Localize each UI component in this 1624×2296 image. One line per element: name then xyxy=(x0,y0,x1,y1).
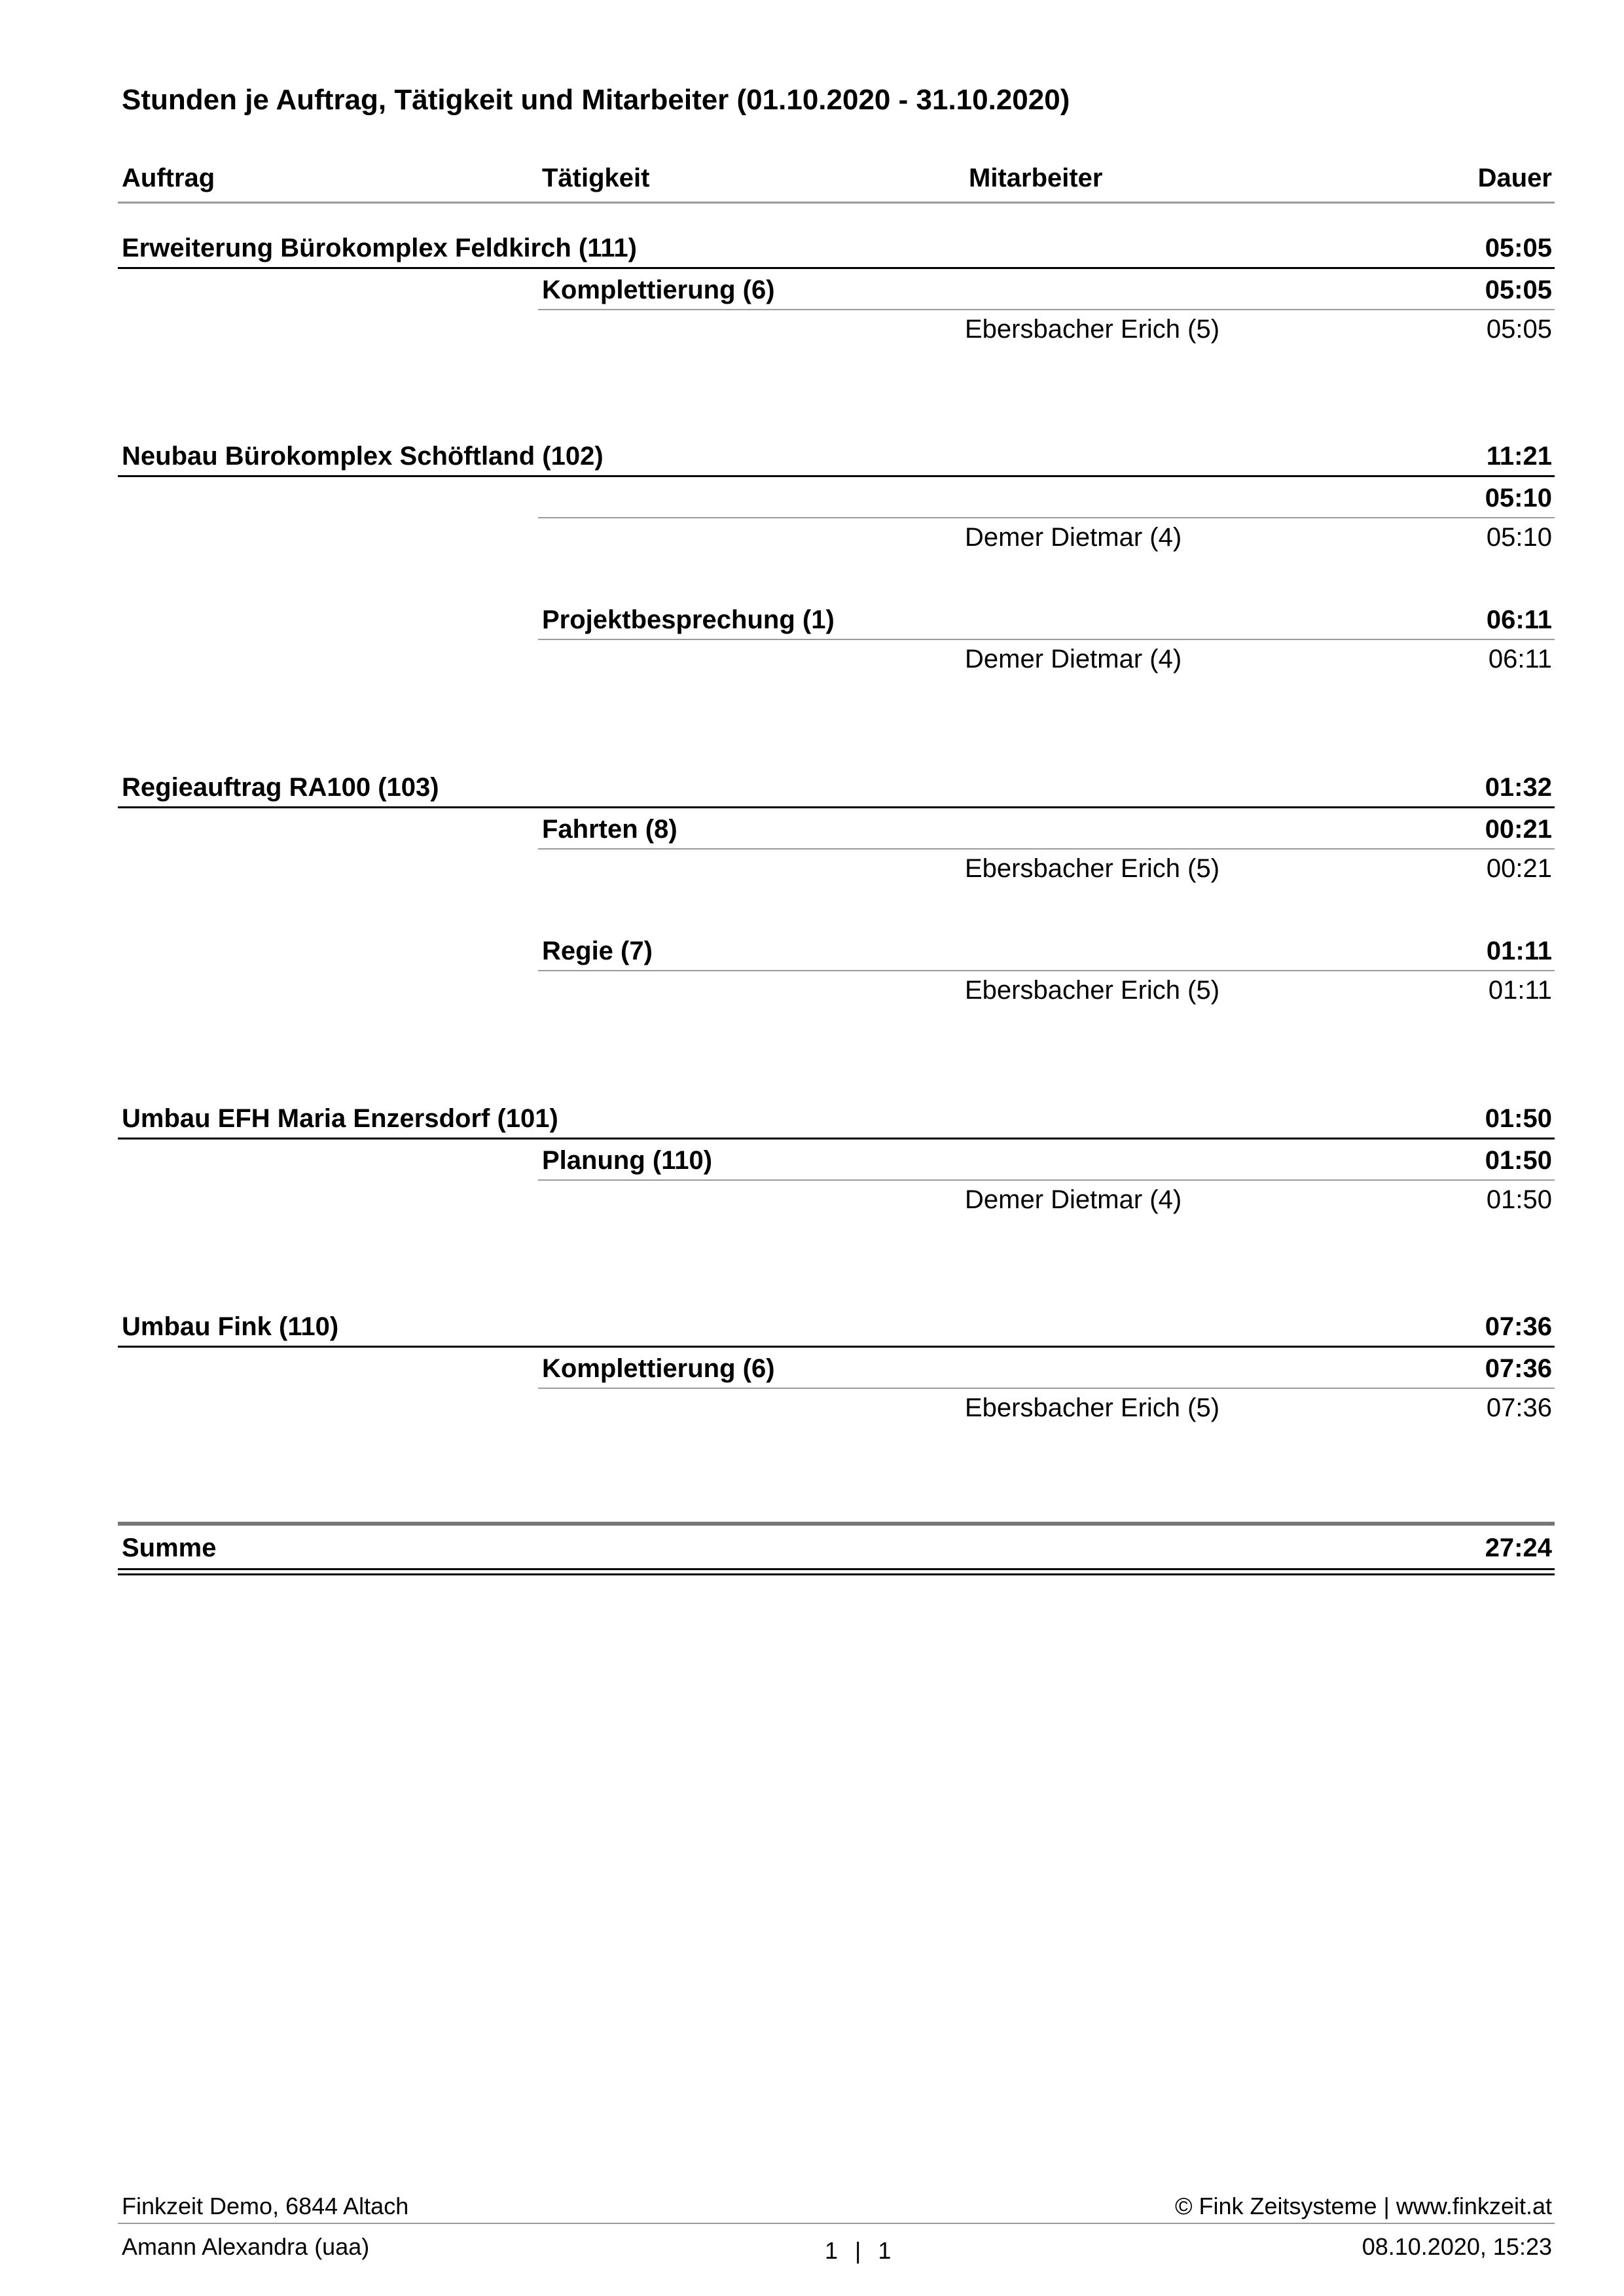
order-row xyxy=(118,1308,1555,1348)
order-row xyxy=(118,768,1555,808)
activity-row xyxy=(538,1141,1555,1181)
employee-duration: 01:50 xyxy=(1486,1185,1552,1214)
page-separator: | xyxy=(855,2237,861,2264)
summary-total: 27:24 xyxy=(1485,1534,1552,1562)
order-name: Erweiterung Bürokomplex Feldkirch (111) xyxy=(122,234,637,262)
order-name: Umbau EFH Maria Enzersdorf (101) xyxy=(122,1104,558,1133)
employee-row xyxy=(960,640,1555,678)
summary-label: Summe xyxy=(122,1534,217,1562)
employee-name: Ebersbacher Erich (5) xyxy=(965,315,1220,344)
activity-row xyxy=(538,810,1555,850)
footer-printed-at: 08.10.2020, 15:23 xyxy=(1362,2233,1552,2260)
summary-double-underline xyxy=(118,1573,1555,1575)
employee-row xyxy=(960,850,1555,888)
activity-row xyxy=(538,479,1555,518)
column-header-taetigkeit: Tätigkeit xyxy=(542,164,650,192)
activity-name: Regie (7) xyxy=(542,937,653,965)
footer-company: Finkzeit Demo, 6844 Altach xyxy=(122,2193,409,2219)
activity-row xyxy=(538,932,1555,971)
footer-copyright: © Fink Zeitsysteme | www.finkzeit.at xyxy=(1174,2193,1552,2219)
activity-total: 07:36 xyxy=(1485,1354,1552,1383)
activity-name: Projektbesprechung (1) xyxy=(542,605,835,634)
employee-name: Ebersbacher Erich (5) xyxy=(965,854,1220,883)
employee-name: Demer Dietmar (4) xyxy=(965,1185,1182,1214)
footer-top xyxy=(118,2193,1555,2224)
order-total: 01:50 xyxy=(1485,1104,1552,1133)
order-total: 11:21 xyxy=(1486,442,1552,471)
employee-name: Ebersbacher Erich (5) xyxy=(965,1393,1220,1422)
employee-name: Demer Dietmar (4) xyxy=(965,645,1182,673)
page-total: 1 xyxy=(878,2237,892,2264)
footer-bottom xyxy=(118,2233,1555,2263)
employee-duration: 06:11 xyxy=(1488,645,1552,673)
activity-total: 01:11 xyxy=(1486,937,1552,965)
employee-row xyxy=(960,1389,1555,1427)
order-row xyxy=(118,437,1555,477)
activity-row xyxy=(538,1350,1555,1389)
order-total: 05:05 xyxy=(1485,234,1552,262)
employee-duration: 05:10 xyxy=(1486,523,1552,552)
employee-row xyxy=(960,1181,1555,1219)
activity-row xyxy=(538,271,1555,310)
order-total: 07:36 xyxy=(1485,1312,1552,1341)
order-name: Regieauftrag RA100 (103) xyxy=(122,773,439,802)
employee-row xyxy=(960,310,1555,348)
employee-duration: 05:05 xyxy=(1486,315,1552,344)
activity-total: 00:21 xyxy=(1485,815,1552,844)
report-title: Stunden je Auftrag, Tätigkeit und Mitarbeiter (01.10.2020 - 31.10.2020) xyxy=(122,84,1070,116)
summary-divider xyxy=(118,1522,1555,1526)
activity-total: 05:05 xyxy=(1485,276,1552,304)
order-row xyxy=(118,1100,1555,1139)
summary-row xyxy=(118,1529,1555,1567)
activity-name: Komplettierung (6) xyxy=(542,1354,775,1383)
activity-name: Komplettierung (6) xyxy=(542,276,775,304)
employee-row xyxy=(960,971,1555,1009)
column-header-dauer: Dauer xyxy=(1477,164,1552,192)
page-current: 1 xyxy=(825,2237,839,2264)
order-total: 01:32 xyxy=(1485,773,1552,802)
employee-name: Ebersbacher Erich (5) xyxy=(965,976,1220,1005)
employee-duration: 01:11 xyxy=(1488,976,1552,1005)
activity-total: 06:11 xyxy=(1486,605,1552,634)
column-header-mitarbeiter: Mitarbeiter xyxy=(969,164,1103,192)
employee-duration: 07:36 xyxy=(1486,1393,1552,1422)
order-name: Neubau Bürokomplex Schöftland (102) xyxy=(122,442,604,471)
table-header xyxy=(118,162,1555,204)
activity-name: Fahrten (8) xyxy=(542,815,677,844)
employee-duration: 00:21 xyxy=(1486,854,1552,883)
summary-underline xyxy=(118,1568,1555,1570)
page-indicator xyxy=(825,2237,891,2265)
employee-name: Demer Dietmar (4) xyxy=(965,523,1182,552)
order-row xyxy=(118,229,1555,269)
column-header-auftrag: Auftrag xyxy=(122,164,215,192)
activity-name: Planung (110) xyxy=(542,1146,713,1175)
activity-row xyxy=(538,601,1555,640)
order-name: Umbau Fink (110) xyxy=(122,1312,339,1341)
footer-user: Amann Alexandra (uaa) xyxy=(122,2233,370,2260)
activity-total: 01:50 xyxy=(1485,1146,1552,1175)
activity-total: 05:10 xyxy=(1485,484,1552,512)
employee-row xyxy=(960,518,1555,556)
